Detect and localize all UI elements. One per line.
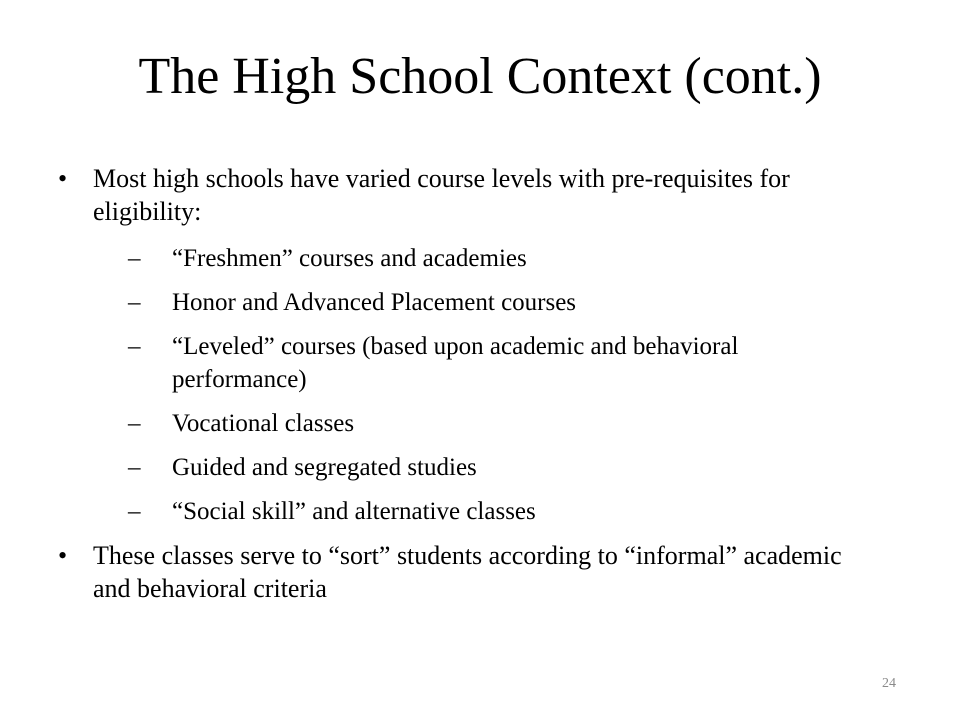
sub-bullet-item [58, 242, 878, 275]
sub-bullet-item [58, 451, 878, 484]
dash-marker: – [128, 333, 141, 360]
sub-bullet-item [58, 286, 878, 319]
sub-bullet-text: “Social skill” and alternative classes [172, 498, 536, 525]
bullet-marker: • [58, 164, 68, 193]
dash-marker: – [128, 454, 141, 481]
sub-bullet-item [58, 407, 878, 440]
sub-bullet-item [58, 495, 878, 528]
bullet-item [58, 539, 878, 605]
sub-bullet-text: “Freshmen” courses and academies [172, 245, 527, 272]
bullet-text: These classes serve to “sort” students according to “informal” academic and behavioral criteria [93, 541, 842, 603]
bullet-item [58, 162, 878, 228]
sub-bullet-text: Guided and segregated studies [172, 454, 477, 481]
bullet-text: Most high schools have varied course levels with pre-requisites for eligibility: [93, 164, 790, 226]
sub-bullet-text: Honor and Advanced Placement courses [172, 289, 577, 316]
dash-marker: – [128, 498, 141, 525]
dash-marker: – [128, 289, 141, 316]
dash-marker: – [128, 410, 141, 437]
sub-bullet-item [58, 330, 878, 396]
bullet-list [58, 162, 878, 619]
sub-bullet-text: Vocational classes [172, 410, 355, 437]
slide-title: The High School Context (cont.) [138, 48, 822, 105]
page-number: 24 [882, 676, 896, 691]
sub-bullet-text: “Leveled” courses (based upon academic and behavioral performance) [172, 333, 739, 393]
bullet-marker: • [58, 541, 68, 570]
dash-marker: – [128, 245, 141, 272]
